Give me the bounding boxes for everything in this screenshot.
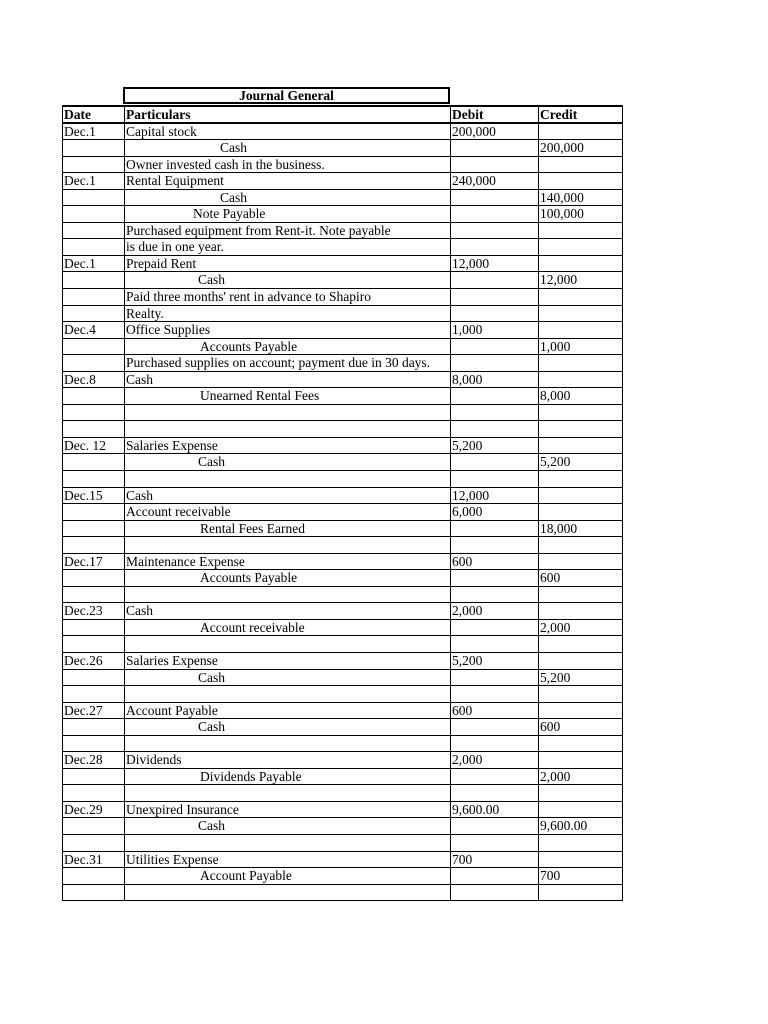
debit-cell: 200,000 bbox=[451, 123, 539, 140]
table-row bbox=[63, 818, 623, 835]
particulars-cell: Cash bbox=[125, 669, 451, 686]
particulars-cell: Rental Equipment bbox=[125, 173, 451, 190]
debit-cell bbox=[451, 189, 539, 206]
credit-cell bbox=[539, 404, 623, 421]
particulars-cell: Cash bbox=[125, 189, 451, 206]
debit-cell bbox=[451, 686, 539, 703]
date-cell bbox=[63, 520, 125, 537]
table-row bbox=[63, 470, 623, 487]
date-cell bbox=[63, 206, 125, 223]
debit-cell bbox=[451, 338, 539, 355]
date-cell: Dec.31 bbox=[63, 851, 125, 868]
debit-cell bbox=[451, 868, 539, 885]
date-cell bbox=[63, 388, 125, 405]
particulars-cell: Dividends Payable bbox=[125, 768, 451, 785]
debit-cell: 1,000 bbox=[451, 322, 539, 339]
particulars-cell: Office Supplies bbox=[125, 322, 451, 339]
table-row bbox=[63, 537, 623, 554]
date-cell bbox=[63, 470, 125, 487]
table-row bbox=[63, 255, 623, 272]
particulars-cell: Rental Fees Earned bbox=[125, 520, 451, 537]
table-row bbox=[63, 288, 623, 305]
date-cell bbox=[63, 686, 125, 703]
credit-cell bbox=[539, 371, 623, 388]
debit-cell bbox=[451, 719, 539, 736]
date-cell bbox=[63, 189, 125, 206]
credit-cell: 140,000 bbox=[539, 189, 623, 206]
debit-cell bbox=[451, 156, 539, 173]
date-cell: Dec.27 bbox=[63, 702, 125, 719]
debit-cell bbox=[451, 305, 539, 322]
date-cell: Dec.1 bbox=[63, 255, 125, 272]
credit-cell: 5,200 bbox=[539, 669, 623, 686]
table-row bbox=[63, 603, 623, 620]
credit-cell bbox=[539, 222, 623, 239]
table-row bbox=[63, 388, 623, 405]
particulars-cell bbox=[125, 421, 451, 438]
debit-cell: 600 bbox=[451, 702, 539, 719]
table-row bbox=[63, 123, 623, 140]
table-row bbox=[63, 884, 623, 901]
credit-cell bbox=[539, 173, 623, 190]
header-row bbox=[63, 106, 623, 123]
particulars-cell: Note Payable bbox=[125, 206, 451, 223]
particulars-cell bbox=[125, 686, 451, 703]
particulars-cell: is due in one year. bbox=[125, 239, 451, 256]
date-cell: Dec.26 bbox=[63, 653, 125, 670]
header-debit: Debit bbox=[451, 106, 539, 123]
date-cell bbox=[63, 156, 125, 173]
date-cell: Dec.4 bbox=[63, 322, 125, 339]
credit-cell: 12,000 bbox=[539, 272, 623, 289]
credit-cell bbox=[539, 537, 623, 554]
table-row bbox=[63, 851, 623, 868]
debit-cell bbox=[451, 735, 539, 752]
date-cell bbox=[63, 272, 125, 289]
particulars-cell: Salaries Expense bbox=[125, 437, 451, 454]
table-row bbox=[63, 156, 623, 173]
debit-cell bbox=[451, 884, 539, 901]
debit-cell bbox=[451, 835, 539, 852]
particulars-cell: Cash bbox=[125, 454, 451, 471]
table-row bbox=[63, 404, 623, 421]
debit-cell: 5,200 bbox=[451, 437, 539, 454]
credit-cell bbox=[539, 156, 623, 173]
credit-cell: 700 bbox=[539, 868, 623, 885]
table-row bbox=[63, 653, 623, 670]
debit-cell bbox=[451, 288, 539, 305]
credit-cell bbox=[539, 123, 623, 140]
table-row bbox=[63, 619, 623, 636]
particulars-cell: Account receivable bbox=[125, 619, 451, 636]
credit-cell: 18,000 bbox=[539, 520, 623, 537]
table-row bbox=[63, 454, 623, 471]
debit-cell bbox=[451, 206, 539, 223]
date-cell bbox=[63, 868, 125, 885]
date-cell bbox=[63, 669, 125, 686]
table-row bbox=[63, 768, 623, 785]
credit-cell bbox=[539, 421, 623, 438]
debit-cell bbox=[451, 140, 539, 157]
table-row bbox=[63, 686, 623, 703]
credit-cell bbox=[539, 288, 623, 305]
debit-cell: 12,000 bbox=[451, 487, 539, 504]
debit-cell: 8,000 bbox=[451, 371, 539, 388]
table-row bbox=[63, 553, 623, 570]
debit-cell bbox=[451, 470, 539, 487]
date-cell bbox=[63, 537, 125, 554]
particulars-cell bbox=[125, 537, 451, 554]
credit-cell: 2,000 bbox=[539, 768, 623, 785]
debit-cell bbox=[451, 785, 539, 802]
date-cell bbox=[63, 884, 125, 901]
particulars-cell bbox=[125, 785, 451, 802]
date-cell bbox=[63, 454, 125, 471]
particulars-cell: Account Payable bbox=[125, 702, 451, 719]
credit-cell bbox=[539, 752, 623, 769]
credit-cell bbox=[539, 851, 623, 868]
particulars-cell: Account Payable bbox=[125, 868, 451, 885]
debit-cell: 600 bbox=[451, 553, 539, 570]
particulars-cell: Realty. bbox=[125, 305, 451, 322]
debit-cell bbox=[451, 404, 539, 421]
table-row bbox=[63, 140, 623, 157]
credit-cell: 1,000 bbox=[539, 338, 623, 355]
particulars-cell bbox=[125, 586, 451, 603]
particulars-cell: Account receivable bbox=[125, 504, 451, 521]
credit-cell: 600 bbox=[539, 719, 623, 736]
table-row bbox=[63, 437, 623, 454]
date-cell bbox=[63, 719, 125, 736]
particulars-cell: Dividends bbox=[125, 752, 451, 769]
debit-cell: 2,000 bbox=[451, 603, 539, 620]
credit-cell: 600 bbox=[539, 570, 623, 587]
debit-cell bbox=[451, 818, 539, 835]
debit-cell: 700 bbox=[451, 851, 539, 868]
date-cell: Dec.23 bbox=[63, 603, 125, 620]
particulars-cell bbox=[125, 404, 451, 421]
date-cell: Dec. 12 bbox=[63, 437, 125, 454]
date-cell: Dec.8 bbox=[63, 371, 125, 388]
date-cell: Dec.1 bbox=[63, 173, 125, 190]
particulars-cell: Paid three months' rent in advance to Shapiro bbox=[125, 288, 451, 305]
table-row bbox=[63, 173, 623, 190]
credit-cell: 100,000 bbox=[539, 206, 623, 223]
date-cell bbox=[63, 586, 125, 603]
table-row bbox=[63, 305, 623, 322]
debit-cell bbox=[451, 768, 539, 785]
date-cell: Dec.15 bbox=[63, 487, 125, 504]
date-cell bbox=[63, 504, 125, 521]
debit-cell: 12,000 bbox=[451, 255, 539, 272]
debit-cell bbox=[451, 619, 539, 636]
credit-cell bbox=[539, 801, 623, 818]
credit-cell bbox=[539, 884, 623, 901]
credit-cell: 200,000 bbox=[539, 140, 623, 157]
date-cell bbox=[63, 239, 125, 256]
credit-cell bbox=[539, 835, 623, 852]
table-row bbox=[63, 487, 623, 504]
particulars-cell: Cash bbox=[125, 140, 451, 157]
credit-cell bbox=[539, 702, 623, 719]
table-row bbox=[63, 239, 623, 256]
date-cell bbox=[63, 140, 125, 157]
credit-cell: 5,200 bbox=[539, 454, 623, 471]
date-cell bbox=[63, 785, 125, 802]
particulars-cell: Salaries Expense bbox=[125, 653, 451, 670]
debit-cell bbox=[451, 388, 539, 405]
date-cell bbox=[63, 355, 125, 372]
particulars-cell: Unearned Rental Fees bbox=[125, 388, 451, 405]
particulars-cell: Cash bbox=[125, 272, 451, 289]
table-row bbox=[63, 338, 623, 355]
credit-cell bbox=[539, 355, 623, 372]
date-cell bbox=[63, 818, 125, 835]
particulars-cell: Accounts Payable bbox=[125, 570, 451, 587]
debit-cell bbox=[451, 636, 539, 653]
table-row bbox=[63, 504, 623, 521]
credit-cell: 8,000 bbox=[539, 388, 623, 405]
particulars-cell: Cash bbox=[125, 719, 451, 736]
particulars-cell: Cash bbox=[125, 487, 451, 504]
particulars-cell bbox=[125, 735, 451, 752]
table-row bbox=[63, 222, 623, 239]
credit-cell: 2,000 bbox=[539, 619, 623, 636]
date-cell bbox=[63, 222, 125, 239]
table-row bbox=[63, 719, 623, 736]
table-row bbox=[63, 272, 623, 289]
credit-cell bbox=[539, 504, 623, 521]
particulars-cell: Cash bbox=[125, 371, 451, 388]
credit-cell: 9,600.00 bbox=[539, 818, 623, 835]
debit-cell bbox=[451, 421, 539, 438]
debit-cell bbox=[451, 239, 539, 256]
debit-cell bbox=[451, 355, 539, 372]
date-cell bbox=[63, 636, 125, 653]
debit-cell bbox=[451, 272, 539, 289]
credit-cell bbox=[539, 553, 623, 570]
date-cell: Dec.1 bbox=[63, 123, 125, 140]
debit-cell bbox=[451, 222, 539, 239]
table-row bbox=[63, 371, 623, 388]
particulars-cell bbox=[125, 835, 451, 852]
credit-cell bbox=[539, 586, 623, 603]
date-cell bbox=[63, 570, 125, 587]
date-cell bbox=[63, 835, 125, 852]
date-cell bbox=[63, 421, 125, 438]
credit-cell bbox=[539, 322, 623, 339]
table-row bbox=[63, 421, 623, 438]
debit-cell bbox=[451, 520, 539, 537]
journal-title: Journal General bbox=[123, 87, 450, 104]
date-cell bbox=[63, 619, 125, 636]
date-cell bbox=[63, 404, 125, 421]
table-row bbox=[63, 636, 623, 653]
credit-cell bbox=[539, 437, 623, 454]
date-cell: Dec.17 bbox=[63, 553, 125, 570]
table-row bbox=[63, 322, 623, 339]
date-cell bbox=[63, 338, 125, 355]
table-row bbox=[63, 835, 623, 852]
date-cell: Dec.28 bbox=[63, 752, 125, 769]
table-row bbox=[63, 586, 623, 603]
particulars-cell bbox=[125, 636, 451, 653]
date-cell bbox=[63, 735, 125, 752]
table-row bbox=[63, 735, 623, 752]
debit-cell bbox=[451, 586, 539, 603]
table-row bbox=[63, 520, 623, 537]
credit-cell bbox=[539, 785, 623, 802]
journal-body bbox=[63, 106, 623, 901]
particulars-cell: Cash bbox=[125, 603, 451, 620]
header-credit: Credit bbox=[539, 106, 623, 123]
particulars-cell: Unexpired Insurance bbox=[125, 801, 451, 818]
credit-cell bbox=[539, 735, 623, 752]
table-row bbox=[63, 570, 623, 587]
table-row bbox=[63, 206, 623, 223]
date-cell bbox=[63, 305, 125, 322]
debit-cell: 240,000 bbox=[451, 173, 539, 190]
particulars-cell: Maintenance Expense bbox=[125, 553, 451, 570]
particulars-cell bbox=[125, 884, 451, 901]
credit-cell bbox=[539, 239, 623, 256]
table-row bbox=[63, 669, 623, 686]
debit-cell bbox=[451, 454, 539, 471]
credit-cell bbox=[539, 487, 623, 504]
debit-cell: 5,200 bbox=[451, 653, 539, 670]
table-row bbox=[63, 801, 623, 818]
credit-cell bbox=[539, 305, 623, 322]
journal-table bbox=[62, 105, 623, 901]
particulars-cell: Accounts Payable bbox=[125, 338, 451, 355]
debit-cell bbox=[451, 537, 539, 554]
particulars-cell: Cash bbox=[125, 818, 451, 835]
particulars-cell: Utilities Expense bbox=[125, 851, 451, 868]
date-cell bbox=[63, 768, 125, 785]
credit-cell bbox=[539, 255, 623, 272]
particulars-cell: Owner invested cash in the business. bbox=[125, 156, 451, 173]
table-row bbox=[63, 868, 623, 885]
debit-cell bbox=[451, 570, 539, 587]
header-date: Date bbox=[63, 106, 125, 123]
credit-cell bbox=[539, 653, 623, 670]
header-particulars: Particulars bbox=[125, 106, 451, 123]
particulars-cell: Capital stock bbox=[125, 123, 451, 140]
credit-cell bbox=[539, 603, 623, 620]
particulars-cell: Purchased supplies on account; payment due in 30 days. bbox=[125, 355, 451, 372]
table-row bbox=[63, 702, 623, 719]
table-row bbox=[63, 189, 623, 206]
date-cell: Dec.29 bbox=[63, 801, 125, 818]
particulars-cell: Purchased equipment from Rent-it. Note payable bbox=[125, 222, 451, 239]
particulars-cell bbox=[125, 470, 451, 487]
debit-cell: 2,000 bbox=[451, 752, 539, 769]
credit-cell bbox=[539, 686, 623, 703]
date-cell bbox=[63, 288, 125, 305]
table-row bbox=[63, 785, 623, 802]
table-row bbox=[63, 752, 623, 769]
credit-cell bbox=[539, 470, 623, 487]
credit-cell bbox=[539, 636, 623, 653]
table-row bbox=[63, 355, 623, 372]
debit-cell: 6,000 bbox=[451, 504, 539, 521]
particulars-cell: Prepaid Rent bbox=[125, 255, 451, 272]
debit-cell: 9,600.00 bbox=[451, 801, 539, 818]
debit-cell bbox=[451, 669, 539, 686]
